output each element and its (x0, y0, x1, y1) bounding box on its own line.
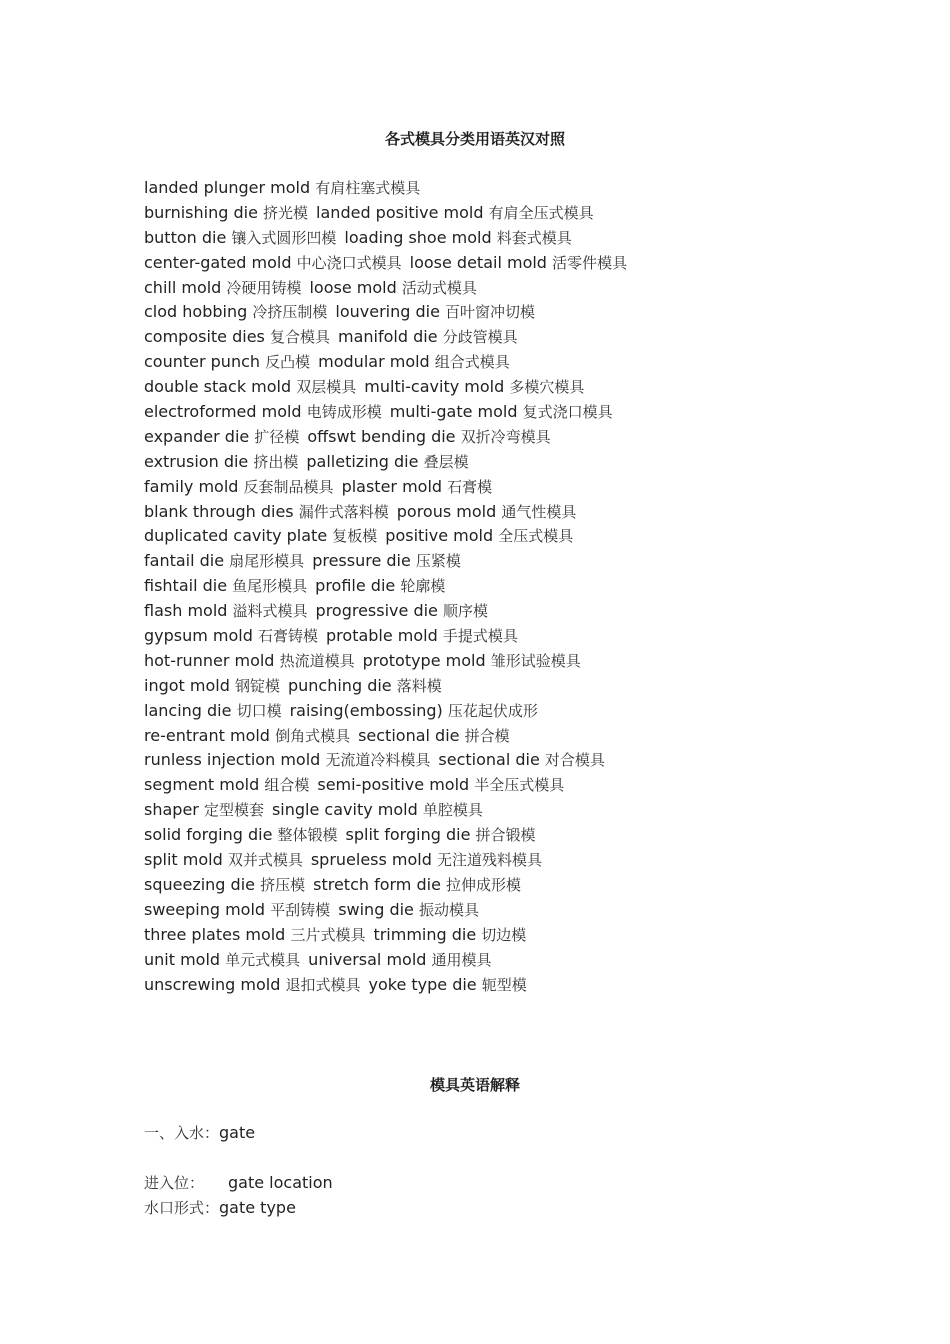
term-english: clod hobbing (144, 302, 248, 322)
term-english: electroformed mold (144, 402, 302, 422)
term-chinese: 拼合锻模 (475, 826, 536, 845)
term-line (144, 350, 864, 375)
section-item-value: gate type (219, 1198, 296, 1217)
term-english: chill mold (144, 277, 222, 297)
term-english: single cavity mold (271, 800, 418, 820)
term-line (144, 475, 864, 500)
term-english: re-entrant mold (144, 725, 270, 745)
term-english: louvering die (335, 302, 440, 322)
term-line (144, 848, 864, 873)
term-chinese: 顺序模 (442, 602, 488, 621)
term-line (144, 973, 864, 998)
term-english: runless injection mold (144, 750, 321, 770)
term-chinese: 全压式模具 (498, 527, 574, 546)
term-english: modular mold (318, 352, 430, 372)
term-english: profile die (315, 576, 396, 596)
section-heading-label: 一、入水： (144, 1124, 220, 1142)
term-chinese: 挤光模 (263, 203, 309, 222)
term-english: loading shoe mold (344, 227, 492, 247)
term-chinese: 轮廓模 (400, 577, 446, 596)
term-chinese: 分歧管模具 (442, 328, 518, 347)
section-item-gate-type (144, 1196, 296, 1220)
term-chinese: 中心浇口式模具 (296, 253, 402, 272)
term-chinese: 双并式模具 (227, 851, 303, 870)
section-item-label: 水口形式： (144, 1199, 220, 1217)
term-english: split mold (144, 850, 223, 870)
term-list (144, 176, 864, 997)
term-english: button die (144, 227, 227, 247)
term-line (144, 649, 864, 674)
term-chinese: 组合模 (264, 776, 310, 795)
term-english: blank through dies (144, 501, 294, 521)
term-line (144, 524, 864, 549)
term-english: semi-positive mold (317, 775, 470, 795)
term-chinese: 冷挤压制模 (252, 303, 328, 322)
term-english: sectional die (358, 725, 460, 745)
term-english: offswt bending die (307, 426, 456, 446)
term-line (144, 574, 864, 599)
term-chinese: 手提式模具 (442, 627, 518, 646)
term-english: expander die (144, 426, 250, 446)
term-line (144, 425, 864, 450)
term-english: multi-cavity mold (364, 377, 505, 397)
section-heading-value: gate (219, 1123, 256, 1142)
term-chinese: 切边模 (481, 925, 527, 944)
term-chinese: 双折冷弯模具 (460, 427, 551, 446)
term-english: positive mold (385, 526, 494, 546)
term-english: palletizing die (306, 451, 419, 471)
section-item-value: gate location (228, 1173, 333, 1192)
term-line (144, 325, 864, 350)
term-chinese: 溢料式模具 (232, 602, 308, 621)
term-english: sweeping mold (144, 899, 266, 919)
term-line (144, 748, 864, 773)
term-chinese: 通用模具 (431, 950, 492, 969)
term-chinese: 挤压模 (260, 875, 306, 894)
term-english: squeezing die (144, 874, 255, 894)
term-english: porous mold (396, 501, 497, 521)
term-chinese: 扇尾形模具 (229, 552, 305, 571)
term-chinese: 平刮铸模 (270, 900, 331, 919)
term-line (144, 375, 864, 400)
term-english: burnishing die (144, 202, 258, 222)
term-chinese: 压花起伏成形 (447, 701, 538, 720)
term-line (144, 500, 864, 525)
term-chinese: 冷硬用铸模 (226, 278, 302, 297)
term-chinese: 电铸成形模 (306, 403, 382, 422)
term-chinese: 半全压式模具 (474, 776, 565, 795)
term-english: loose detail mold (409, 252, 547, 272)
term-chinese: 无注道残料模具 (437, 851, 543, 870)
term-chinese: 石膏铸模 (258, 627, 319, 646)
term-chinese: 料套式模具 (496, 228, 572, 247)
term-chinese: 复式浇口模具 (522, 403, 613, 422)
term-english: extrusion die (144, 451, 249, 471)
term-english: landed positive mold (316, 202, 484, 222)
term-chinese: 单元式模具 (225, 950, 301, 969)
term-english: shaper (144, 800, 199, 820)
term-english: manifold die (338, 327, 438, 347)
term-english: punching die (287, 675, 392, 695)
term-english: segment mold (144, 775, 260, 795)
term-line (144, 300, 864, 325)
term-line (144, 400, 864, 425)
term-english: lancing die (144, 700, 232, 720)
term-chinese: 振动模具 (418, 900, 479, 919)
term-chinese: 无流道冷料模具 (325, 751, 431, 770)
term-chinese: 扩径模 (254, 427, 300, 446)
term-line (144, 948, 864, 973)
term-english: multi-gate mold (389, 402, 518, 422)
term-english: fantail die (144, 551, 225, 571)
term-english: prototype mold (362, 650, 486, 670)
term-chinese: 叠层模 (423, 452, 469, 471)
term-english: flash mold (144, 601, 228, 621)
term-chinese: 单腔模具 (422, 801, 483, 820)
term-chinese: 有肩柱塞式模具 (315, 179, 421, 197)
section-heading (144, 1121, 255, 1145)
term-english: duplicated cavity plate (144, 526, 328, 546)
term-line (144, 450, 864, 475)
term-chinese: 定型模套 (203, 801, 264, 820)
term-english: universal mold (308, 949, 427, 969)
term-line (144, 226, 864, 251)
term-chinese: 倒角式模具 (275, 726, 351, 745)
term-english: loose mold (309, 277, 397, 297)
term-english: solid forging die (144, 825, 273, 845)
term-english: landed plunger mold (144, 178, 311, 197)
term-line (144, 549, 864, 574)
document-title: 各式模具分类用语英汉对照 (384, 130, 565, 148)
term-chinese: 复板模 (332, 527, 378, 546)
term-english: double stack mold (144, 377, 292, 397)
term-english: protable mold (326, 626, 438, 646)
term-line (144, 699, 864, 724)
term-chinese: 反凸模 (265, 353, 311, 372)
term-chinese: 轭型模 (481, 975, 527, 994)
term-line (144, 674, 864, 699)
term-chinese: 多模穴模具 (509, 378, 585, 397)
section-item-gate-location (144, 1171, 333, 1195)
term-chinese: 反套制品模具 (243, 477, 334, 496)
term-chinese: 百叶窗冲切模 (445, 303, 536, 322)
term-english: counter punch (144, 352, 261, 372)
term-chinese: 三片式模具 (290, 925, 366, 944)
term-chinese: 钢锭模 (234, 676, 280, 695)
term-chinese: 拼合模 (464, 726, 510, 745)
term-chinese: 退扣式模具 (285, 975, 361, 994)
term-english: ingot mold (144, 675, 230, 695)
term-english: gypsum mold (144, 626, 253, 646)
term-line (144, 724, 864, 749)
term-english: fishtail die (144, 576, 228, 596)
term-chinese: 落料模 (396, 676, 442, 695)
term-chinese: 压紧模 (415, 552, 461, 571)
term-english: stretch form die (313, 874, 441, 894)
term-line (144, 898, 864, 923)
term-chinese: 组合式模具 (434, 353, 510, 372)
term-line (144, 176, 864, 201)
term-line (144, 873, 864, 898)
term-line (144, 251, 864, 276)
term-chinese: 拉伸成形模 (446, 875, 522, 894)
term-chinese: 漏件式落料模 (298, 502, 389, 521)
term-chinese: 切口模 (236, 701, 282, 720)
term-english: family mold (144, 476, 239, 496)
term-english: yoke type die (368, 974, 477, 994)
term-chinese: 挤出模 (253, 452, 299, 471)
term-line (144, 624, 864, 649)
term-line (144, 599, 864, 624)
term-chinese: 对合模具 (544, 751, 605, 770)
term-english: center-gated mold (144, 252, 292, 272)
term-chinese: 热流道模具 (279, 651, 355, 670)
term-english: hot-runner mold (144, 650, 275, 670)
term-chinese: 活零件模具 (552, 253, 628, 272)
term-english: pressure die (312, 551, 411, 571)
term-line (144, 923, 864, 948)
term-english: split forging die (345, 825, 471, 845)
term-english: progressive die (315, 601, 438, 621)
term-english: plaster mold (341, 476, 443, 496)
term-line (144, 798, 864, 823)
term-english: unit mold (144, 949, 221, 969)
term-chinese: 复合模具 (269, 328, 330, 347)
term-chinese: 有肩全压式模具 (488, 203, 594, 222)
term-chinese: 双层模具 (296, 378, 357, 397)
term-line (144, 823, 864, 848)
term-english: three plates mold (144, 924, 286, 944)
term-english: trimming die (373, 924, 477, 944)
section-title: 模具英语解释 (429, 1076, 520, 1094)
term-english: unscrewing mold (144, 974, 281, 994)
term-chinese: 石膏模 (447, 477, 493, 496)
term-line (144, 276, 864, 301)
term-english: swing die (338, 899, 414, 919)
section-item-label: 进入位： (144, 1174, 205, 1192)
term-english: composite dies (144, 327, 265, 347)
term-chinese: 通气性模具 (501, 502, 577, 521)
term-chinese: 雏形试验模具 (490, 651, 581, 670)
term-english: sprueless mold (310, 850, 432, 870)
term-line (144, 201, 864, 226)
term-english: raising(embossing) (289, 700, 443, 720)
term-line (144, 773, 864, 798)
term-chinese: 镶入式圆形凹模 (231, 228, 337, 247)
term-chinese: 鱼尾形模具 (232, 577, 308, 596)
term-chinese: 整体锻模 (277, 826, 338, 845)
term-chinese: 活动式模具 (401, 278, 477, 297)
term-english: sectional die (438, 750, 540, 770)
